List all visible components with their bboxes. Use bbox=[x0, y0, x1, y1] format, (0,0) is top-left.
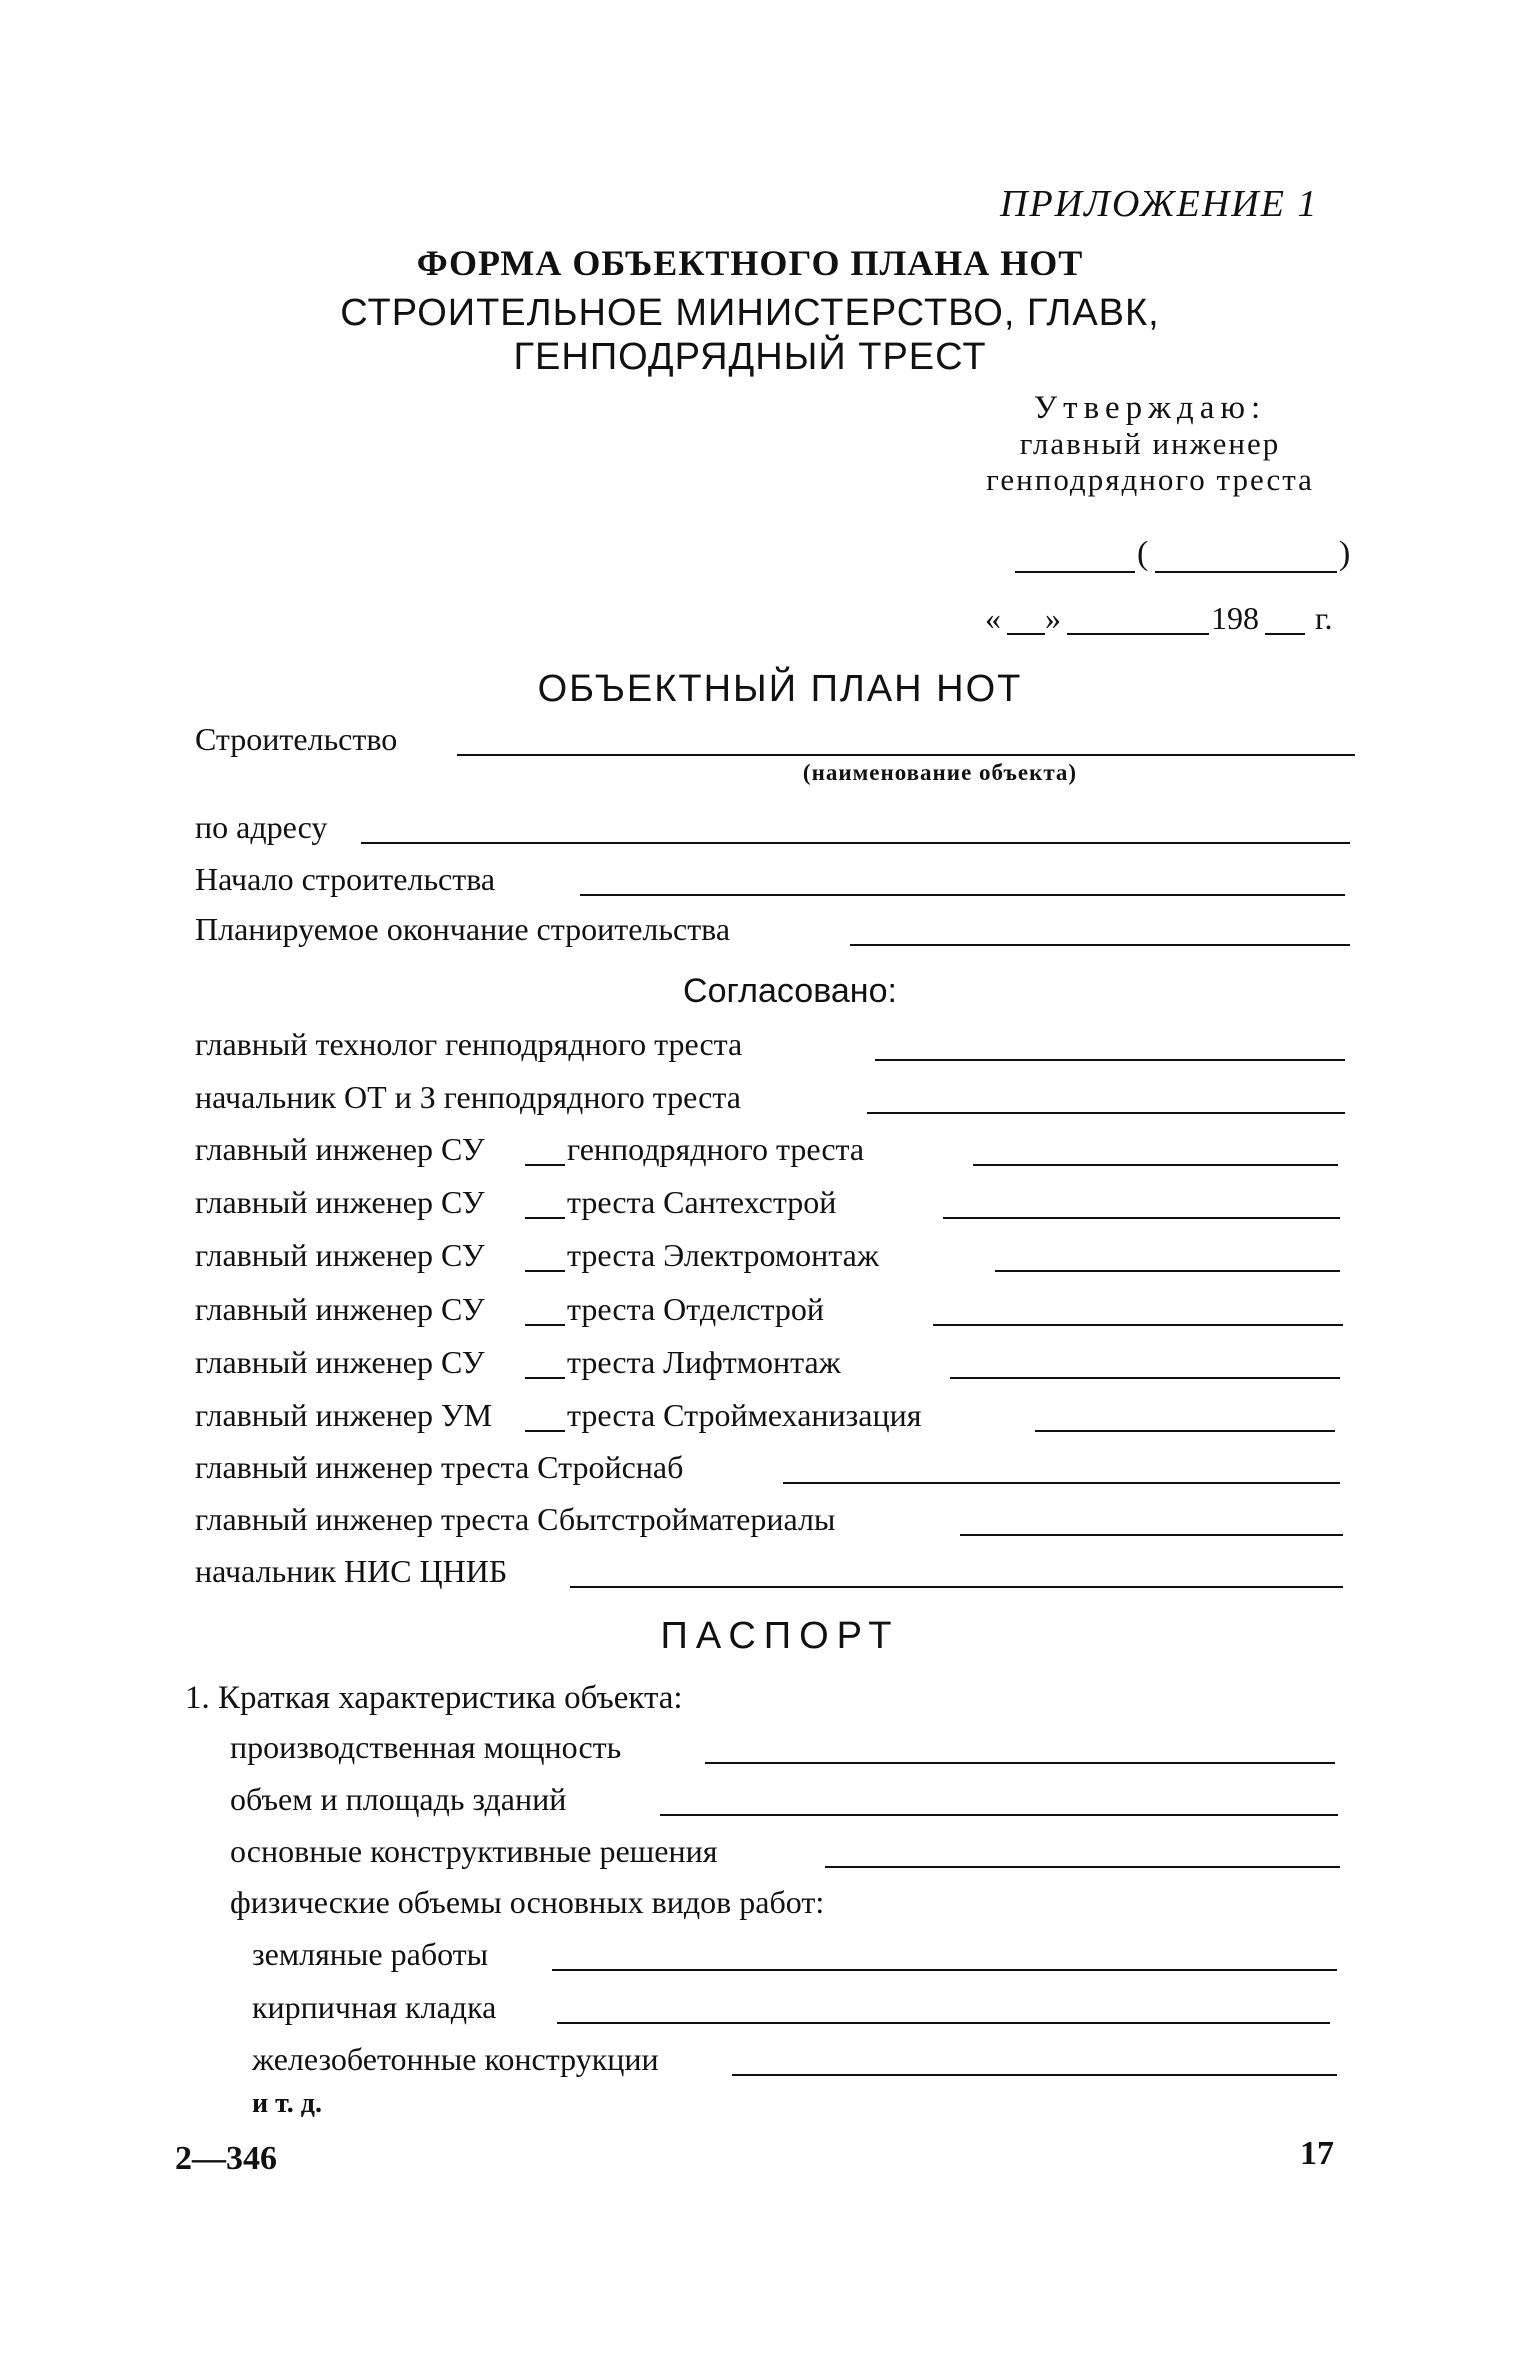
passport-title: ПАСПОРТ bbox=[660, 1615, 900, 1657]
capacity-label: производственная мощность bbox=[230, 1729, 627, 1766]
su-number-line[interactable] bbox=[525, 1377, 565, 1379]
signature-name-line[interactable] bbox=[1155, 571, 1337, 573]
signatory-label: главный инженер СУ bbox=[195, 1237, 491, 1274]
signature-row bbox=[1015, 535, 1355, 575]
start-field bbox=[195, 860, 1345, 904]
date-row bbox=[985, 600, 1385, 640]
signatory-line[interactable] bbox=[1035, 1430, 1335, 1432]
volume-line[interactable] bbox=[660, 1814, 1338, 1816]
signatory-line[interactable] bbox=[570, 1586, 1343, 1588]
signatory-row bbox=[195, 1448, 1340, 1492]
signatory-row bbox=[195, 1025, 1345, 1069]
concrete-label: железобетонные конструкции bbox=[252, 2041, 665, 2078]
signatory-row bbox=[195, 1396, 1335, 1440]
signatory-label: главный инженер СУ bbox=[195, 1344, 491, 1381]
date-open-quote: « bbox=[985, 600, 1001, 636]
signatory-label: главный технолог генподрядного треста bbox=[195, 1026, 748, 1063]
signatory-row bbox=[195, 1130, 1338, 1174]
approval-block bbox=[930, 390, 1370, 498]
signatory-row bbox=[195, 1183, 1340, 1227]
concrete-line[interactable] bbox=[732, 2074, 1337, 2076]
signatory-row bbox=[195, 1552, 1343, 1596]
signatory-line[interactable] bbox=[943, 1217, 1340, 1219]
physical-volumes-heading: физические объемы основных видов работ: bbox=[230, 1884, 825, 1920]
signatory-label-tail: генподрядного треста bbox=[567, 1131, 865, 1167]
signature-close-paren: ) bbox=[1339, 535, 1351, 572]
signatory-label: главный инженер УМ bbox=[195, 1397, 498, 1434]
date-day-line[interactable] bbox=[1007, 633, 1045, 635]
date-year-suffix: г. bbox=[1315, 600, 1333, 636]
signatory-row bbox=[195, 1290, 1343, 1334]
signatory-label: главный инженер треста Стройснаб bbox=[195, 1449, 689, 1486]
design-line[interactable] bbox=[825, 1866, 1340, 1868]
su-number-line[interactable] bbox=[525, 1270, 565, 1272]
print-code: 2—346 bbox=[175, 2140, 277, 2177]
su-number-line[interactable] bbox=[525, 1164, 565, 1166]
signatory-label-tail: треста Электромонтаж bbox=[567, 1237, 879, 1273]
etc-note: и т. д. bbox=[252, 2088, 322, 2119]
signatory-label-tail: треста Строймеханизация bbox=[567, 1397, 922, 1433]
construction-field bbox=[195, 720, 1355, 764]
signatory-line[interactable] bbox=[933, 1324, 1343, 1326]
signatory-label-tail: треста Лифтмонтаж bbox=[567, 1344, 841, 1380]
date-month-line[interactable] bbox=[1067, 633, 1209, 635]
org-line-1: СТРОИТЕЛЬНОЕ МИНИСТЕРСТВО, ГЛАВК, bbox=[340, 292, 1160, 334]
signatory-label: главный инженер треста Сбытстройматериалы bbox=[195, 1501, 841, 1538]
signatory-line[interactable] bbox=[875, 1059, 1345, 1061]
earthworks-label: земляные работы bbox=[252, 1936, 494, 1973]
signatory-row bbox=[195, 1236, 1340, 1280]
volume-label: объем и площадь зданий bbox=[230, 1781, 572, 1818]
signatory-label: начальник НИС ЦНИБ bbox=[195, 1553, 513, 1590]
earthworks-field bbox=[252, 1935, 1337, 1979]
su-number-line[interactable] bbox=[525, 1217, 565, 1219]
page-number: 17 bbox=[1300, 2135, 1334, 2172]
date-year: 198 bbox=[1211, 600, 1259, 636]
signatory-line[interactable] bbox=[867, 1112, 1345, 1114]
passport-item-1: 1. Краткая характеристика объекта: bbox=[185, 1680, 683, 1716]
capacity-line[interactable] bbox=[705, 1762, 1335, 1764]
start-line[interactable] bbox=[580, 894, 1345, 896]
masonry-line[interactable] bbox=[557, 2022, 1330, 2024]
construction-line[interactable] bbox=[457, 754, 1355, 756]
date-year-line[interactable] bbox=[1265, 633, 1305, 635]
masonry-field bbox=[252, 1988, 1330, 2032]
design-field bbox=[230, 1832, 1340, 1876]
end-line[interactable] bbox=[850, 944, 1350, 946]
approval-heading: Утверждаю: bbox=[1033, 390, 1267, 426]
design-label: основные конструктивные решения bbox=[230, 1833, 723, 1870]
approval-line-2: генподрядного треста bbox=[986, 462, 1314, 497]
address-line[interactable] bbox=[361, 842, 1350, 844]
signatory-label: начальник ОТ и З генподрядного треста bbox=[195, 1079, 747, 1116]
form-title: ФОРМА ОБЪЕКТНОГО ПЛАНА НОТ bbox=[416, 243, 1084, 283]
signatory-line[interactable] bbox=[960, 1534, 1343, 1536]
address-label: по адресу bbox=[195, 809, 333, 846]
object-name-caption: (наименование объекта) bbox=[802, 760, 1078, 785]
signatory-label-tail: треста Сантехстрой bbox=[567, 1184, 837, 1220]
signatory-row bbox=[195, 1078, 1345, 1122]
signatory-label-tail: треста Отделстрой bbox=[567, 1291, 824, 1327]
signature-open-paren: ( bbox=[1137, 535, 1149, 572]
signatory-label: главный инженер СУ bbox=[195, 1184, 491, 1221]
signatory-line[interactable] bbox=[783, 1482, 1340, 1484]
earthworks-line[interactable] bbox=[552, 1969, 1337, 1971]
signatory-line[interactable] bbox=[995, 1270, 1340, 1272]
volume-field bbox=[230, 1780, 1338, 1824]
agreement-heading: Согласовано: bbox=[683, 972, 897, 1010]
signatory-row bbox=[195, 1343, 1340, 1387]
plan-title: ОБЪЕКТНЫЙ ПЛАН НОТ bbox=[537, 668, 1023, 710]
end-label: Планируемое окончание строительства bbox=[195, 911, 736, 948]
appendix-label: ПРИЛОЖЕНИЕ 1 bbox=[1000, 183, 1319, 225]
end-field bbox=[195, 910, 1350, 954]
signature-line[interactable] bbox=[1015, 571, 1135, 573]
su-number-line[interactable] bbox=[525, 1324, 565, 1326]
signatory-label: главный инженер СУ bbox=[195, 1291, 491, 1328]
um-number-line[interactable] bbox=[525, 1430, 565, 1432]
address-field bbox=[195, 808, 1350, 852]
signatory-label: главный инженер СУ bbox=[195, 1131, 491, 1168]
org-line-2: ГЕНПОДРЯДНЫЙ ТРЕСТ bbox=[513, 336, 987, 378]
approval-line-1: главный инженер bbox=[1019, 426, 1281, 461]
start-label: Начало строительства bbox=[195, 861, 501, 898]
signatory-line[interactable] bbox=[950, 1377, 1340, 1379]
capacity-field bbox=[230, 1728, 1335, 1772]
signatory-line[interactable] bbox=[973, 1164, 1338, 1166]
concrete-field bbox=[252, 2040, 1337, 2084]
masonry-label: кирпичная кладка bbox=[252, 1989, 502, 2026]
construction-label: Строительство bbox=[195, 721, 403, 758]
date-close-quote: » bbox=[1045, 600, 1061, 636]
signatory-row bbox=[195, 1500, 1343, 1544]
